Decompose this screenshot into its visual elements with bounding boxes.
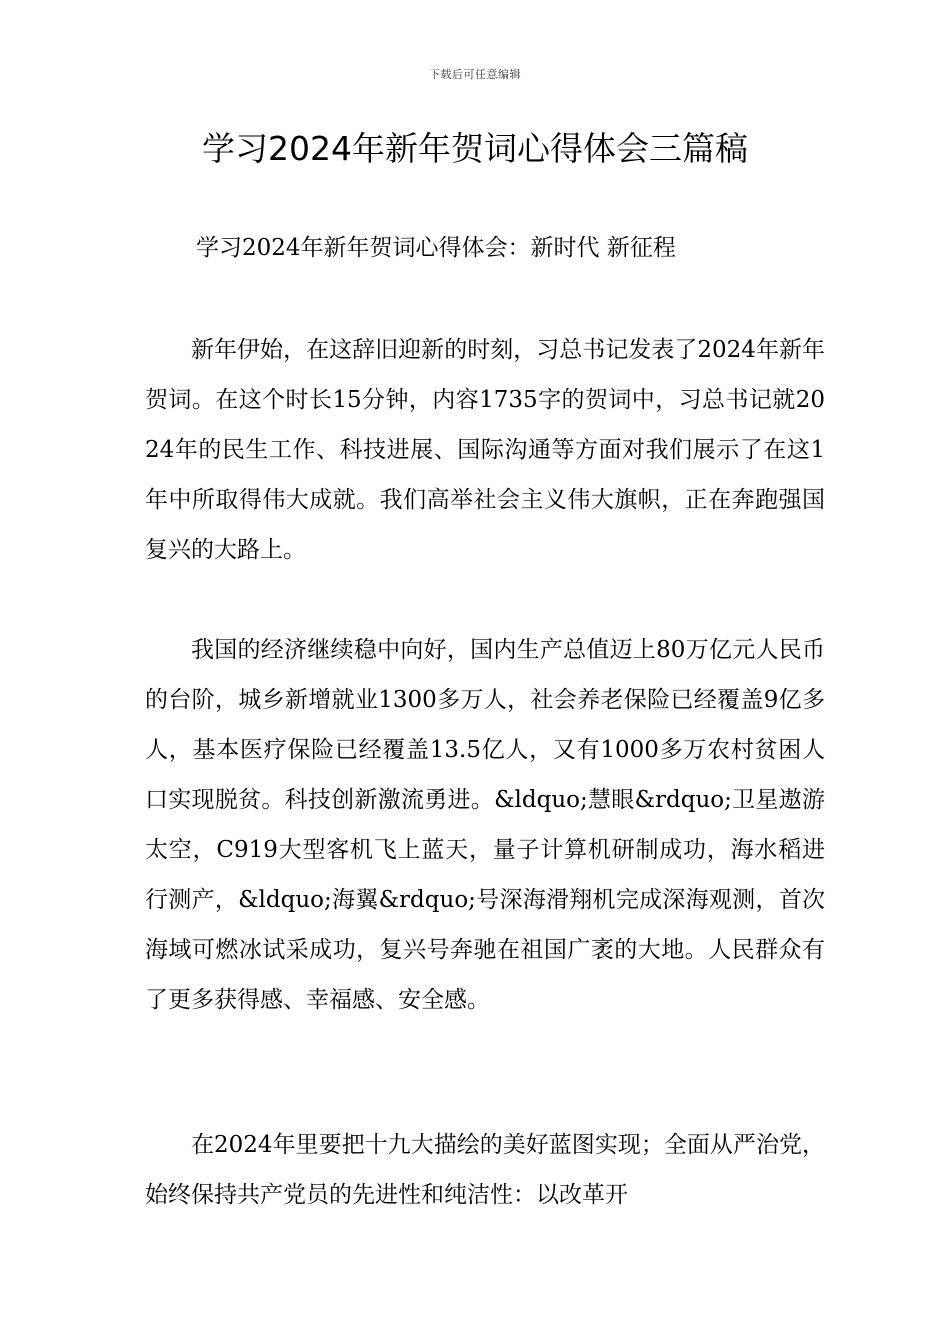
header-note: 下载后可任意编辑 xyxy=(429,68,521,81)
paragraph-3: 在2024年里要把十九大描绘的美好蓝图实现；全面从严治党，始终保持共产党员的先进性和纯洁性：以改革开 xyxy=(145,1132,825,1208)
paragraph-1: 新年伊始，在这辞旧迎新的时刻，习总书记发表了2024年新年贺词。在这个时长15分钟，内容1735字的贺词中，习总书记就2024年的民生工作、科技进展、国际沟通等方面对我们展示了在这1年中所取得伟大成就。我们高举社会主义伟大旗帜，正在奔跑强国复兴的大路上。 xyxy=(145,337,825,563)
document-title: 学习2024年新年贺词心得体会三篇稿 xyxy=(202,129,748,168)
document-subtitle: 学习2024年新年贺词心得体会：新时代 新征程 xyxy=(196,235,676,261)
paragraph-2: 我国的经济继续稳中向好，国内生产总值迈上80万亿元人民币的台阶，城乡新增就业1300多万人，社会养老保险已经覆盖9亿多人，基本医疗保险已经覆盖13.5亿人，又有1000多万农村贫困人口实现脱贫。科技创新激流勇进。&ldquo;慧眼&rdquo;卫星遨游太空，C919大型客机飞上蓝天，量子计算机研制成功，海水稻进行测产，&ldquo;海翼&rdquo;号深海滑翔机完成深海观测，首次海域可燃冰试采成功，复兴号奔驰在祖国广袤的大地。人民群众有了更多获得感、幸福感、安全感。 xyxy=(145,637,825,1013)
